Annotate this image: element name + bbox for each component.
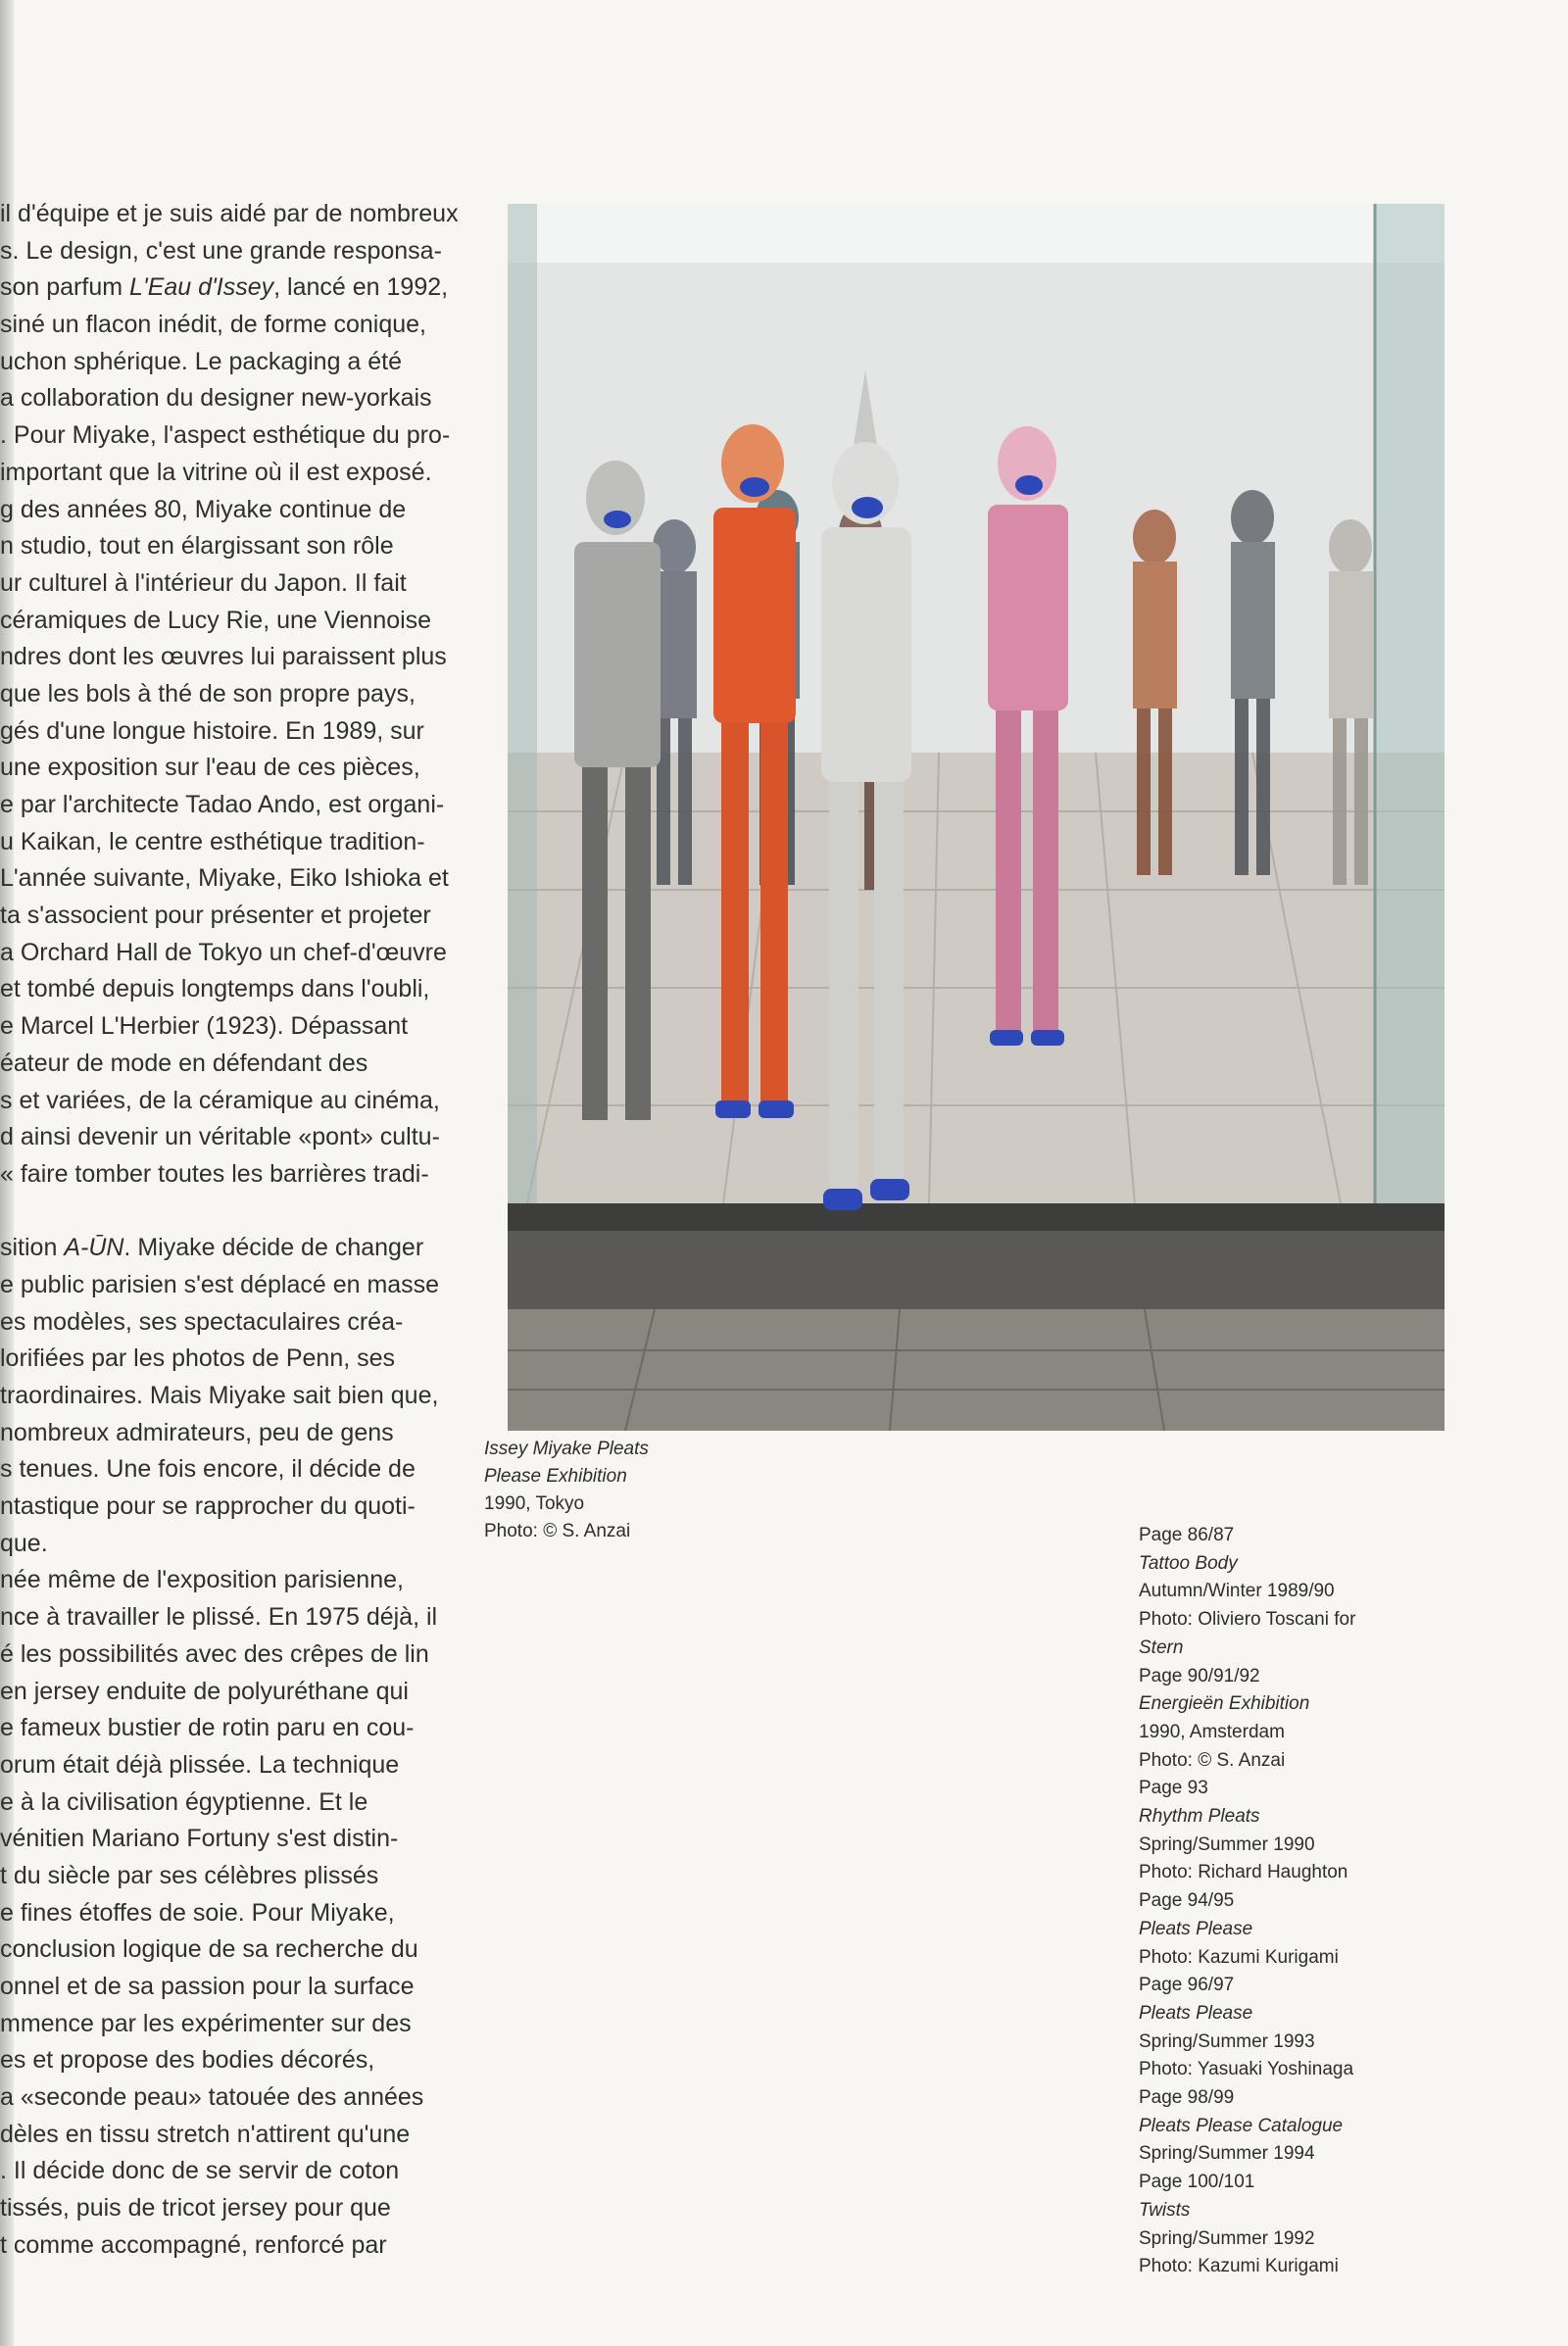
credit-line: Page 93 <box>1139 1778 1208 1799</box>
credit-title: Pleats Please <box>1139 2002 1253 2024</box>
body-text-line: ndres dont les œuvres lui paraissent plus <box>0 643 447 671</box>
credit-line: Photo: Kazumi Kurigami <box>1139 1946 1339 1968</box>
credit-line: Photo: Richard Haughton <box>1139 1862 1348 1883</box>
body-text-line: ntastique pour se rapprocher du quoti- <box>0 1492 416 1521</box>
caption-photo-credit: Photo: © S. Anzai <box>484 1521 631 1541</box>
body-text-line: t comme accompagné, renforcé par <box>0 2230 387 2259</box>
credit-title: Rhythm Pleats <box>1139 1806 1260 1828</box>
body-text-line: nce à travailler le plissé. En 1975 déjà, il <box>0 1603 438 1632</box>
body-text-line: e Marcel L'Herbier (1923). Dépassant <box>0 1012 409 1041</box>
body-text-line <box>0 1194 495 1231</box>
credit-title: Stern <box>1139 1637 1184 1658</box>
body-text-line: tissés, puis de tricot jersey pour que <box>0 2194 391 2223</box>
exhibition-photo <box>508 204 1445 1431</box>
body-text-line: sition A-ŪN. Miyake décide de changer <box>0 1234 424 1262</box>
credit-line: Spring/Summer 1994 <box>1139 2143 1315 2165</box>
credit-line: Page 98/99 <box>1139 2087 1235 2109</box>
body-text-line: que les bols à thé de son propre pays, <box>0 679 416 708</box>
body-text-line: née même de l'exposition parisienne, <box>0 1566 404 1594</box>
body-text-line: s et variées, de la céramique au cinéma, <box>0 1086 440 1114</box>
body-text-line: vénitien Mariano Fortuny s'est distin- <box>0 1825 399 1853</box>
body-text-line: céramiques de Lucy Rie, une Viennoise <box>0 606 432 634</box>
body-text-line: gés d'une longue histoire. En 1989, sur <box>0 716 424 745</box>
body-text-line: siné un flacon inédit, de forme conique, <box>0 311 426 339</box>
body-text-line: traordinaires. Mais Miyake sait bien que, <box>0 1382 439 1409</box>
body-text-line: en jersey enduite de polyuréthane qui <box>0 1677 409 1705</box>
body-text-line: g des années 80, Miyake continue de <box>0 495 407 523</box>
credit-line: Page 90/91/92 <box>1139 1665 1260 1686</box>
body-text-line: et tombé depuis longtemps dans l'oubli, <box>0 975 430 1003</box>
credit-line: Page 100/101 <box>1139 2172 1255 2193</box>
credit-title: Tattoo Body <box>1139 1552 1238 1574</box>
body-text-line: nombreux admirateurs, peu de gens <box>0 1418 394 1446</box>
body-text-line: e public parisien s'est déplacé en masse <box>0 1270 440 1298</box>
credit-line: 1990, Amsterdam <box>1139 1721 1285 1742</box>
body-text-line: uchon sphérique. Le packaging a été <box>0 347 403 375</box>
body-text-line: il d'équipe et je suis aidé par de nombreux <box>0 200 459 227</box>
credit-line: Photo: Kazumi Kurigami <box>1139 2256 1339 2277</box>
body-text-line: son parfum L'Eau d'Issey, lancé en 1992, <box>0 273 449 302</box>
body-text-line: conclusion logique de sa recherche du <box>0 1935 418 1964</box>
perfume-line-tail: , lancé en 1992, <box>273 273 449 302</box>
credit-line: Photo: Oliviero Toscani for <box>1139 1609 1356 1631</box>
body-text-line: es modèles, ses spectaculaires créa- <box>0 1307 404 1336</box>
body-text-line: e par l'architecte Tadao Ando, est organi- <box>0 791 445 818</box>
body-text-line: ur culturel à l'intérieur du Japon. Il fait <box>0 568 407 597</box>
body-text-line: s tenues. Une fois encore, il décide de <box>0 1455 416 1484</box>
credit-title: Energieën Exhibition <box>1139 1693 1310 1715</box>
credit-title: Pleats Please Catalogue <box>1139 2115 1344 2136</box>
body-text-line: a collaboration du designer new-yorkais <box>0 384 432 413</box>
body-text-line: s. Le design, c'est une grande responsa- <box>0 236 442 265</box>
body-text-line: éateur de mode en défendant des <box>0 1049 368 1077</box>
body-text-line: que. <box>0 1529 48 1557</box>
caption-date-place: 1990, Tokyo <box>484 1493 585 1514</box>
body-text-line: é les possibilités avec des crêpes de lin <box>0 1639 429 1668</box>
body-text-line: ta s'associent pour présenter et projeter <box>0 902 431 930</box>
body-text-line: . Pour Miyake, l'aspect esthétique du pro- <box>0 421 451 450</box>
caption-title-line-1: Issey Miyake Pleats <box>484 1439 649 1459</box>
body-text-line: e à la civilisation égyptienne. Et le <box>0 1787 368 1816</box>
credit-line: Photo: Yasuaki Yoshinaga <box>1139 2059 1354 2080</box>
body-text-line: e fines étoffes de soie. Pour Miyake, <box>0 1898 395 1927</box>
body-text-line: t du siècle par ses célèbres plissés <box>0 1861 379 1889</box>
credit-line: Spring/Summer 1993 <box>1139 2030 1315 2052</box>
exhibition-photo-illustration <box>508 204 1445 1431</box>
credit-line: Autumn/Winter 1989/90 <box>1139 1581 1335 1602</box>
body-text-line: « faire tomber toutes les barrières tradi- <box>0 1159 429 1188</box>
body-text-line: e fameux bustier de rotin paru en cou- <box>0 1714 415 1742</box>
perfume-name: L'Eau d'Issey <box>129 273 274 302</box>
page-credits-list <box>1139 1522 1452 2281</box>
body-text-line: es et propose des bodies décorés, <box>0 2046 375 2075</box>
caption-title-line-2: Please Exhibition <box>484 1466 627 1487</box>
body-text-line: . Il décide donc de se servir de coton <box>0 2157 400 2185</box>
body-text-line: n studio, tout en élargissant son rôle <box>0 532 394 561</box>
credit-line: Page 94/95 <box>1139 1890 1235 1912</box>
body-text-line: orum était déjà plissée. La technique <box>0 1750 400 1779</box>
photo-caption <box>484 1436 719 1545</box>
credit-line: Spring/Summer 1992 <box>1139 2227 1315 2249</box>
body-text-line: mmence par les expérimenter sur des <box>0 2009 412 2037</box>
credit-line: Page 86/87 <box>1139 1525 1235 1545</box>
body-text-line: a Orchard Hall de Tokyo un chef-d'œuvre <box>0 938 447 966</box>
body-text-line: onnel et de sa passion pour la surface <box>0 1973 415 2000</box>
body-text-line: lorifiées par les photos de Penn, ses <box>0 1344 396 1373</box>
body-text-line: dèles en tissu stretch n'attirent qu'une <box>0 2120 411 2148</box>
body-text-line: d ainsi devenir un véritable «pont» cultu- <box>0 1123 440 1151</box>
exhibition-name: A-ŪN <box>64 1234 124 1262</box>
article-body-text <box>0 196 495 2265</box>
credit-title: Pleats Please <box>1139 1918 1253 1939</box>
credit-line: Photo: © S. Anzai <box>1139 1749 1286 1771</box>
body-text-line: L'année suivante, Miyake, Eiko Ishioka et <box>0 864 449 893</box>
body-text-line: important que la vitrine où il est exposé. <box>0 458 432 486</box>
body-text-line: a «seconde peau» tatouée des années <box>0 2083 424 2112</box>
body-text-line: u Kaikan, le centre esthétique tradition- <box>0 827 425 855</box>
credit-line: Page 96/97 <box>1139 1975 1235 1996</box>
credit-title: Twists <box>1139 2199 1191 2221</box>
exhibition-line-tail: . Miyake décide de changer <box>123 1234 424 1262</box>
credit-line: Spring/Summer 1990 <box>1139 1833 1315 1855</box>
body-text-line: une exposition sur l'eau de ces pièces, <box>0 754 420 782</box>
